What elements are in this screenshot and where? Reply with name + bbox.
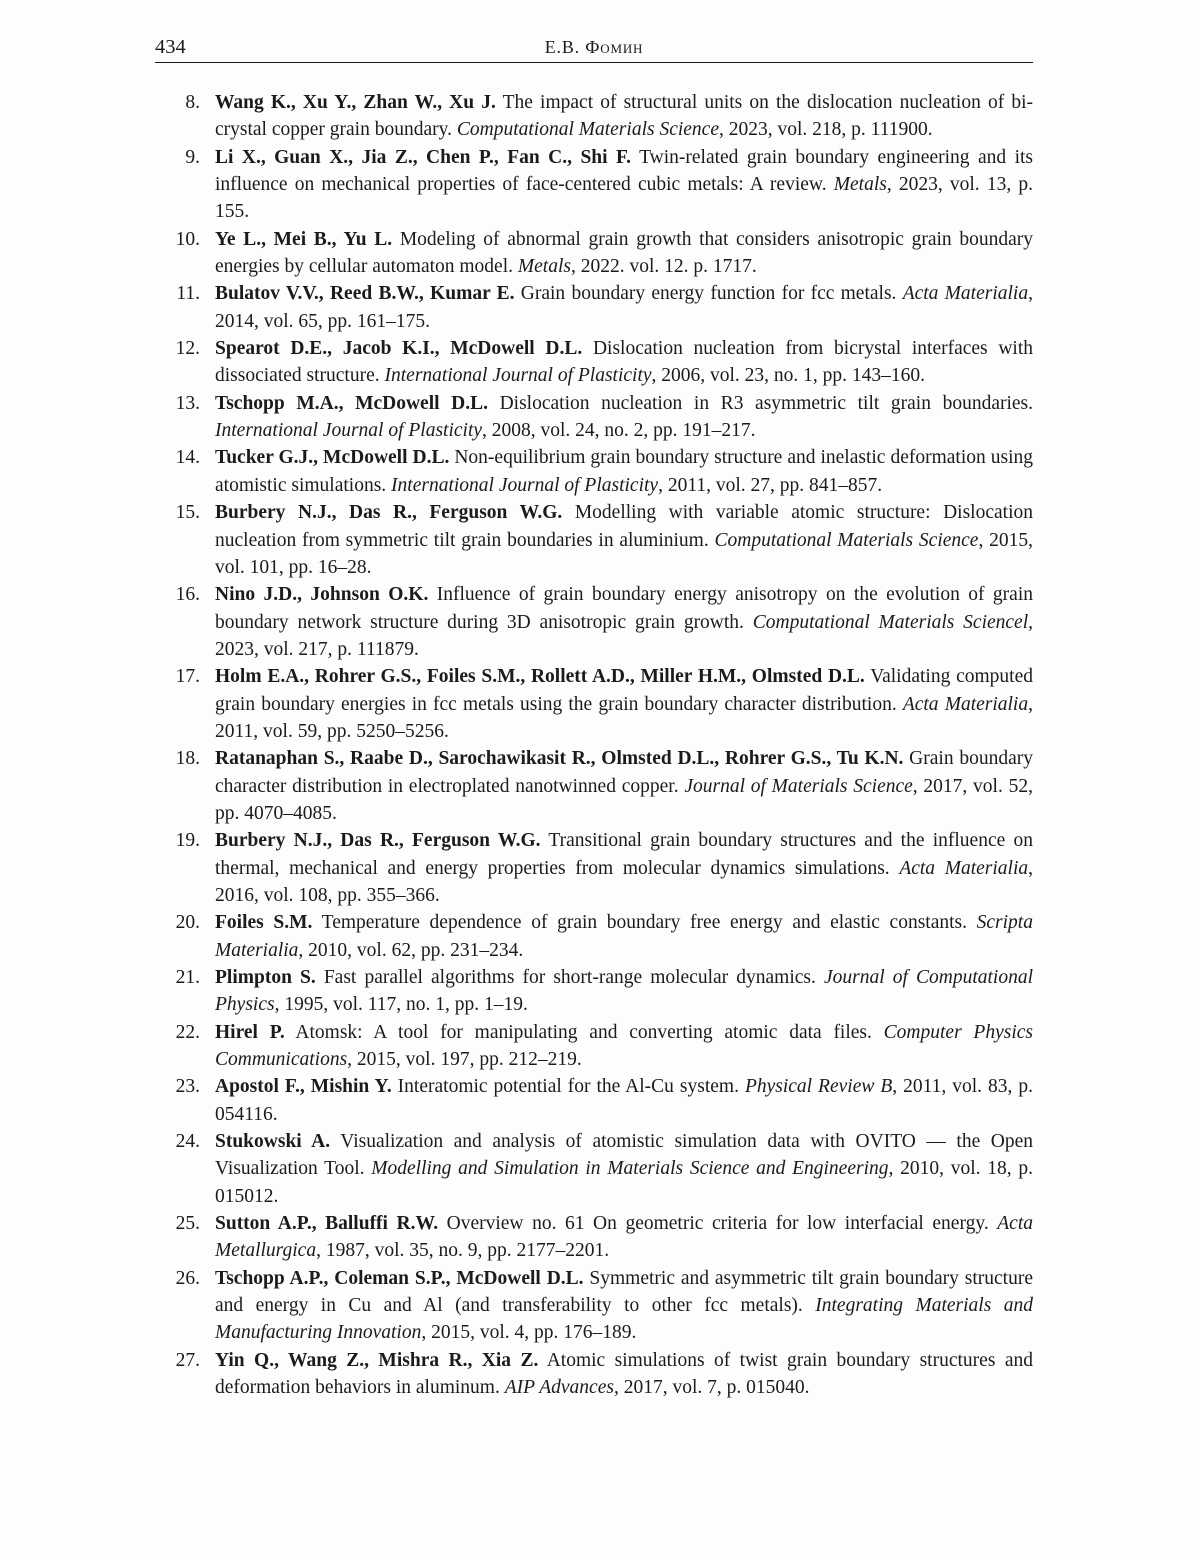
reference-number: 21.	[175, 967, 200, 988]
reference-item	[155, 1019, 1033, 1074]
reference-text: Hirel P. Atomsk: A tool for manipulating and converting atomic data files. Computer Physics Communications, 2015, vol. 197, pp. 212–219.	[215, 1021, 1033, 1071]
reference-text: Sutton A.P., Balluffi R.W. Overview no. 61 On geometric criteria for low interfacial energy. Acta Metallurgica, 1987, vol. 35, no. 9, pp. 2177–2201.	[215, 1213, 1033, 1262]
reference-item	[155, 1210, 1033, 1265]
reference-text: Yin Q., Wang Z., Mishra R., Xia Z. Atomic simulations of twist grain boundary structures and deformation behaviors in aluminum. AIP Advances, 2017, vol. 7, p. 015040.	[215, 1349, 1033, 1399]
reference-text: Foiles S.M. Temperature dependence of grain boundary free energy and elastic constants. Scripta Materialia, 2010, vol. 62, pp. 231–234.	[215, 912, 1033, 961]
reference-item	[155, 226, 1033, 281]
reference-text: Apostol F., Mishin Y. Interatomic potential for the Al-Cu system. Physical Review B, 2011, vol. 83, p. 054116.	[215, 1076, 1033, 1125]
reference-number: 27.	[175, 1349, 200, 1371]
reference-number: 9.	[185, 146, 200, 168]
reference-item	[155, 909, 1033, 964]
reference-item	[155, 581, 1033, 663]
reference-item	[155, 663, 1033, 745]
reference-item	[155, 499, 1033, 581]
reference-text: Li X., Guan X., Jia Z., Chen P., Fan C., Shi F. Twin-related grain boundary engineering and its influence on mechanical properties of face-centered cubic metals: A review. Metals, 2023, vol. 13, p. 155.	[215, 146, 1034, 223]
reference-number: 16.	[175, 584, 200, 606]
page-number: 434	[155, 36, 186, 58]
reference-text: Nino J.D., Johnson O.K. Influence of grain boundary energy anisotropy on the evolution of grain boundary network structure during 3D anisotropic grain growth. Computational Materials Sciencel, 2023, vol. 217, p. 111879.	[215, 584, 1034, 660]
reference-text: Holm E.A., Rohrer G.S., Foiles S.M., Rollett A.D., Miller H.M., Olmsted D.L. Validating computed grain boundary energies in fcc metals using the grain boundary character distribution. Acta Materialia, 2011, vol. 59, pp. 5250–5256.	[215, 666, 1033, 742]
reference-item	[155, 827, 1033, 909]
reference-number: 11.	[176, 283, 200, 305]
reference-item	[155, 390, 1033, 445]
reference-item	[155, 89, 1033, 144]
reference-text: Tucker G.J., McDowell D.L. Non-equilibrium grain boundary structure and inelastic deformation using atomistic simulations. International Journal of Plasticity, 2011, vol. 27, pp. 841–857.	[215, 447, 1034, 496]
reference-number: 10.	[175, 228, 200, 250]
reference-number: 13.	[175, 392, 200, 414]
reference-text: Ratanaphan S., Raabe D., Sarochawikasit R., Olmsted D.L., Rohrer G.S., Tu K.N. Grain boundary character distribution in electroplated nanotwinned copper. Journal of Materials Science, 2017, vol. 52, pp. 4070–4085.	[215, 748, 1033, 824]
reference-item	[155, 444, 1033, 499]
reference-number: 17.	[175, 666, 200, 688]
reference-text: Burbery N.J., Das R., Ferguson W.G. Modelling with variable atomic structure: Dislocation nucleation from symmetric tilt grain boundaries in aluminium. Computational Materials Science, 2015, vol. 101, pp. 16–28.	[215, 502, 1033, 578]
reference-number: 18.	[175, 748, 200, 770]
reference-list	[155, 89, 1033, 1402]
reference-text: Bulatov V.V., Reed B.W., Kumar E. Grain boundary energy function for fcc metals. Acta Materialia, 2014, vol. 65, pp. 161–175.	[215, 283, 1033, 332]
reference-number: 26.	[175, 1267, 200, 1289]
reference-item	[155, 1128, 1033, 1210]
reference-number: 8.	[185, 92, 200, 113]
paper-page	[155, 0, 1033, 1402]
reference-number: 25.	[175, 1213, 200, 1235]
reference-text: Burbery N.J., Das R., Ferguson W.G. Transitional grain boundary structures and the influence on thermal, mechanical and energy properties from molecular dynamics simulations. Acta Materialia, 2016, vol. 108, pp. 355–366.	[215, 830, 1033, 906]
reference-number: 15.	[175, 502, 200, 524]
reference-number: 22.	[175, 1021, 200, 1043]
reference-text: Plimpton S. Fast parallel algorithms for short-range molecular dynamics. Journal of Computational Physics, 1995, vol. 117, no. 1, pp. 1–19.	[215, 967, 1034, 1016]
reference-item	[155, 745, 1033, 827]
reference-number: 19.	[175, 830, 200, 852]
reference-text: Wang K., Xu Y., Zhan W., Xu J. The impact of structural units on the dislocation nucleation of bi-crystal copper grain boundary. Computational Materials Science, 2023, vol. 218, p. 111900.	[215, 92, 1033, 141]
reference-text: Ye L., Mei B., Yu L. Modeling of abnormal grain growth that considers anisotropic grain boundary energies by cellular automaton model. Metals, 2022. vol. 12. p. 1717.	[215, 228, 1033, 278]
page-header	[155, 30, 1033, 63]
reference-text: Tschopp A.P., Coleman S.P., McDowell D.L. Symmetric and asymmetric tilt grain boundary structure and energy in Cu and Al (and transferability to other fcc metals). Integrating Materials and Manufacturing Innovation, 2015, vol. 4, pp. 176–189.	[215, 1267, 1033, 1344]
reference-item	[155, 1073, 1033, 1128]
reference-number: 20.	[175, 912, 200, 934]
reference-item	[155, 1265, 1033, 1347]
reference-text: Spearot D.E., Jacob K.I., McDowell D.L. Dislocation nucleation from bicrystal interfaces with dissociated structure. International Journal of Plasticity, 2006, vol. 23, no. 1, pp. 143–160.	[215, 338, 1034, 387]
reference-item	[155, 144, 1033, 226]
running-title: Е.В. Фомин	[544, 37, 644, 57]
reference-item	[155, 335, 1033, 390]
reference-item	[155, 280, 1033, 335]
reference-text: Tschopp M.A., McDowell D.L. Dislocation nucleation in R3 asymmetric tilt grain boundaries. International Journal of Plasticity, 2008, vol. 24, no. 2, pp. 191–217.	[215, 392, 1033, 442]
reference-text: Stukowski A. Visualization and analysis of atomistic simulation data with OVITO — the Open Visualization Tool. Modelling and Simulation in Materials Science and Engineering, 2010, vol. 18, p. 015012.	[215, 1131, 1033, 1207]
reference-number: 12.	[175, 338, 200, 360]
reference-item	[155, 1347, 1033, 1402]
reference-number: 23.	[175, 1076, 200, 1098]
reference-number: 14.	[175, 447, 200, 469]
reference-number: 24.	[175, 1131, 200, 1153]
reference-item	[155, 964, 1033, 1019]
